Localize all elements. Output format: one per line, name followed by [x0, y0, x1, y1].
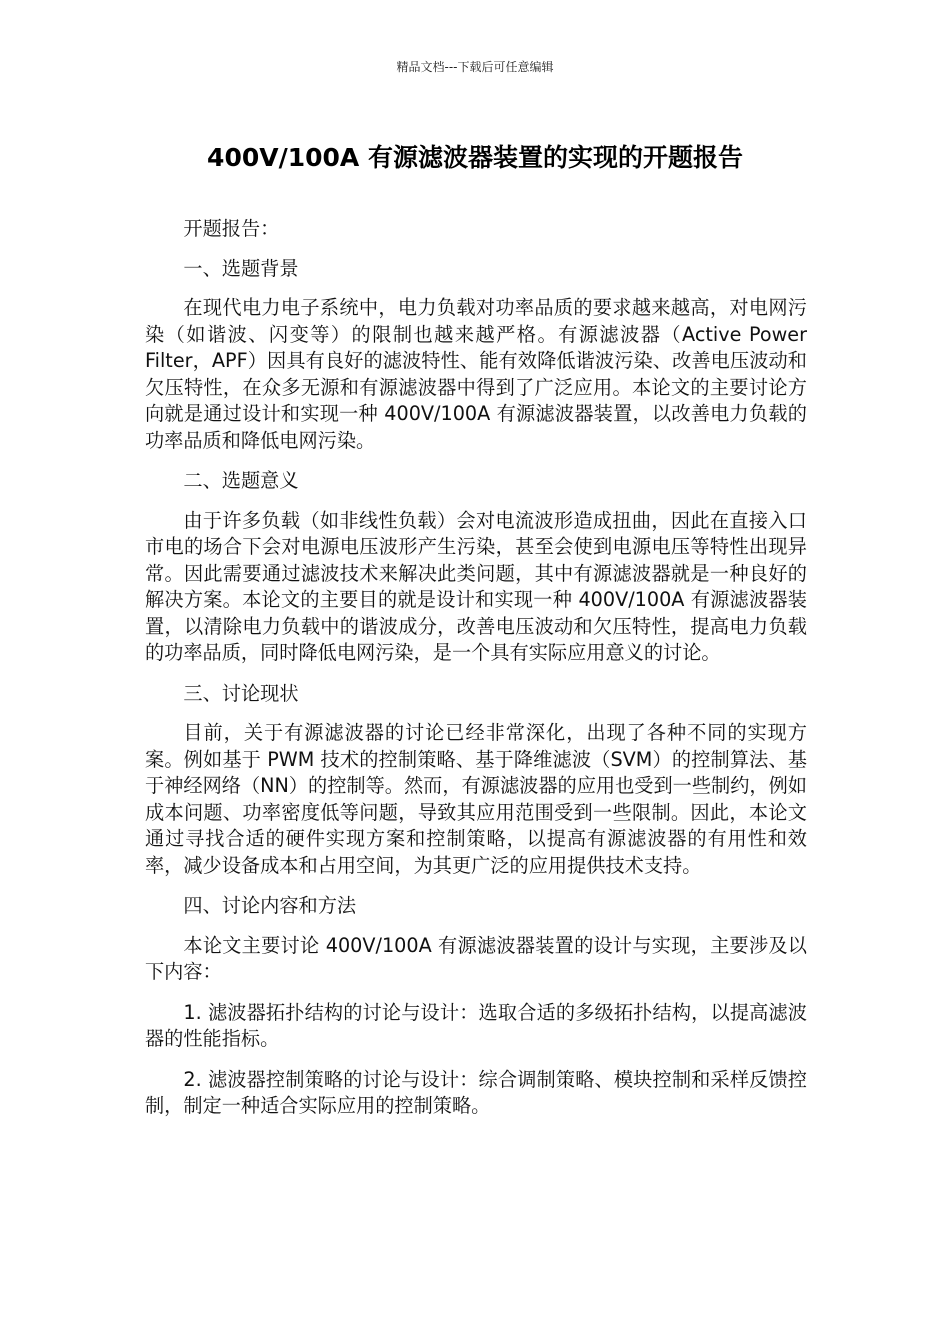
header-note: 精品文档---下载后可任意编辑 [396, 60, 554, 74]
paragraph-background: 在现代电力电子系统中，电力负载对功率品质的要求越来越高，对电网污染（如谐波、闪变等）的限制也越来越严格。有源滤波器（Active Power Filter，APF）因具有良好的滤波特性、能有效降低谐波污染、改善电压波动和欠压特性，在众多无源和有源滤波器中得到了广泛应用。本论文的主要讨论方向就是通过设计和实现一种 400V/100A 有源滤波器装置，以改善电力负载的功率品质和降低电网污染。 [145, 296, 807, 452]
document-title: 400V/100A 有源滤波器装置的实现的开题报告 [207, 143, 743, 172]
section-heading-background: 一、选题背景 [183, 256, 299, 280]
section-heading-significance: 二、选题意义 [183, 469, 299, 492]
paragraph-content-intro: 本论文主要讨论 400V/100A 有源滤波器装置的设计与实现，主要涉及以下内容： [145, 933, 807, 983]
list-item-control-strategy: 2. 滤波器控制策略的讨论与设计：综合调制策略、模块控制和采样反馈控制，制定一种适合实际应用的控制策略。 [145, 1067, 807, 1117]
intro-label: 开题报告： [183, 217, 280, 240]
paragraph-significance: 由于许多负载（如非线性负载）会对电流波形造成扭曲，因此在直接入口市电的场合下会对电源电压波形产生污染，甚至会使到电源电压等特性出现异常。因此需要通过滤波技术来解决此类问题，其中有源滤波器就是一种良好的解决方案。本论文的主要目的就是设计和实现一种 400V/100A 有源滤波器装置，以清除电力负载中的谐波成分，改善电压波动和欠压特性，提高电力负载的功率品质，同时降低电网污染，是一个具有实际应用意义的讨论。 [145, 508, 807, 664]
section-heading-status: 三、讨论现状 [183, 681, 299, 705]
document-body [145, 216, 807, 1134]
paragraph-status: 目前，关于有源滤波器的讨论已经非常深化，出现了各种不同的实现方案。例如基于 PWM 技术的控制策略、基于降维滤波（SVM）的控制算法、基于神经网络（NN）的控制等。然而，有源滤波器的应用也受到一些制约，例如成本问题、功率密度低等问题，导致其应用范围受到一些限制。因此，本论文通过寻找合适的硬件实现方案和控制策略，以提高有源滤波器的有用性和效率，减少设备成本和占用空间，为其更广泛的应用提供技术支持。 [145, 721, 807, 877]
list-item-topology: 1. 滤波器拓扑结构的讨论与设计：选取合适的多级拓扑结构，以提高滤波器的性能指标。 [145, 1000, 807, 1050]
section-heading-content-methods: 四、讨论内容和方法 [183, 894, 357, 917]
